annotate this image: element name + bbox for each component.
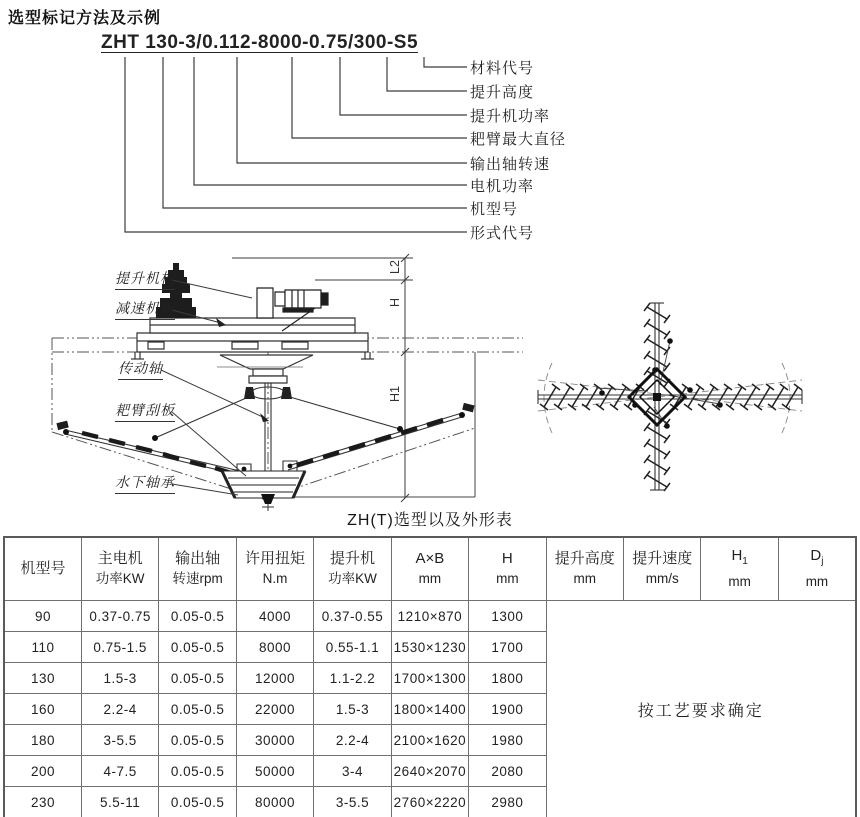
label-underwater-bearing: 水下轴承 [115, 472, 175, 494]
table-cell: 160 [4, 694, 81, 725]
table-cell: 0.05-0.5 [159, 632, 236, 663]
table-cell: 1.1-2.2 [314, 663, 391, 694]
table-cell: 3-4 [314, 756, 391, 787]
col-header-main-motor-power: 主电机 功率KW [81, 537, 158, 601]
col-header-h: H mm [469, 537, 546, 601]
label-lifting-mechanism: 提升机构 [115, 268, 175, 290]
col-header-torque: 许用扭矩 N.m [236, 537, 313, 601]
table-cell: 0.37-0.75 [81, 601, 158, 632]
side-view-drawing [35, 252, 535, 514]
spec-table-body [4, 601, 856, 817]
table-cell: 0.37-0.55 [314, 601, 391, 632]
spec-table-head [4, 537, 856, 601]
table-cell: 110 [4, 632, 81, 663]
table-cell: 2760×2220 [391, 787, 468, 817]
table-cell: 4-7.5 [81, 756, 158, 787]
spec-table-wrap [3, 536, 857, 817]
table-cell: 1.5-3 [81, 663, 158, 694]
callout-label-rake-dia: 耙臂最大直径 [470, 131, 567, 148]
callout-label-model-no: 机型号 [470, 201, 519, 218]
table-cell: 1980 [469, 725, 546, 756]
table-cell: 1700 [469, 632, 546, 663]
callout-label-motor-power: 电机功率 [470, 178, 535, 195]
table-cell: 1300 [469, 601, 546, 632]
callout-label-shaft-speed: 输出轴转速 [470, 156, 551, 173]
table-cell: 1.5-3 [314, 694, 391, 725]
callout-label-material: 材料代号 [470, 60, 535, 77]
col-header-lift-height: 提升高度 mm [546, 537, 623, 601]
table-cell: 0.05-0.5 [159, 787, 236, 817]
header-row [4, 537, 856, 601]
table-cell: 230 [4, 787, 81, 817]
col-header-model: 机型号 [4, 537, 81, 601]
table-cell: 5.5-11 [81, 787, 158, 817]
table-cell: 200 [4, 756, 81, 787]
merged-note-cell: 按工艺要求确定 [546, 601, 856, 817]
top-view-drawing [530, 285, 860, 510]
table-cell: 2080 [469, 756, 546, 787]
table-cell: 0.05-0.5 [159, 663, 236, 694]
table-cell: 0.05-0.5 [159, 694, 236, 725]
table-cell: 0.55-1.1 [314, 632, 391, 663]
table-cell: 90 [4, 601, 81, 632]
col-header-axb: A×B mm [391, 537, 468, 601]
dim-l2: L2 [388, 260, 402, 274]
table-cell: 2.2-4 [81, 694, 158, 725]
table-cell: 4000 [236, 601, 313, 632]
callout-label-lift-height: 提升高度 [470, 84, 535, 101]
table-cell: 180 [4, 725, 81, 756]
callout-label-lift-power: 提升机功率 [470, 108, 551, 125]
col-header-h1: $H_1$ mm [701, 537, 778, 601]
table-cell: 0.75-1.5 [81, 632, 158, 663]
col-header-output-speed: 输出轴 转速rpm [159, 537, 236, 601]
table-cell: 1700×1300 [391, 663, 468, 694]
dim-h: H [388, 297, 402, 307]
table-cell: 1530×1230 [391, 632, 468, 663]
table-cell: 2980 [469, 787, 546, 817]
callout-label-form-code: 形式代号 [470, 225, 535, 242]
table-cell: 80000 [236, 787, 313, 817]
col-header-lift-power: 提升机 功率KW [314, 537, 391, 601]
drawings-area [0, 248, 860, 514]
dim-h1: H1 [388, 386, 402, 402]
table-cell: 12000 [236, 663, 313, 694]
table-cell: 50000 [236, 756, 313, 787]
table-title: ZH(T)选型以及外形表 [347, 512, 513, 529]
table-cell: 30000 [236, 725, 313, 756]
table-cell: 2100×1620 [391, 725, 468, 756]
label-drive-shaft: 传动轴 [118, 358, 163, 380]
table-cell: 3-5.5 [314, 787, 391, 817]
table-cell: 0.05-0.5 [159, 756, 236, 787]
col-header-lift-speed: 提升速度 mm/s [624, 537, 701, 601]
table-cell: 1800 [469, 663, 546, 694]
table-cell: 0.05-0.5 [159, 601, 236, 632]
table-cell: 130 [4, 663, 81, 694]
col-header-dj: $D_j$ mm [778, 537, 856, 601]
table-cell: 8000 [236, 632, 313, 663]
designation-callout-lines [0, 0, 860, 250]
table-cell: 2640×2070 [391, 756, 468, 787]
table-cell: 1210×870 [391, 601, 468, 632]
label-rake-scraper: 耙臂刮板 [115, 400, 175, 422]
table-cell: 3-5.5 [81, 725, 158, 756]
table-row [4, 601, 856, 632]
table-cell: 2.2-4 [314, 725, 391, 756]
model-code: ZHT 130-3/0.112-8000-0.75/300-S5 [101, 32, 419, 53]
spec-table [3, 536, 857, 817]
label-reducer-mechanism: 减速机构 [115, 298, 175, 320]
table-cell: 1900 [469, 694, 546, 725]
table-cell: 22000 [236, 694, 313, 725]
section-title: 选型标记方法及示例 [8, 10, 162, 27]
table-cell: 1800×1400 [391, 694, 468, 725]
table-cell: 0.05-0.5 [159, 725, 236, 756]
